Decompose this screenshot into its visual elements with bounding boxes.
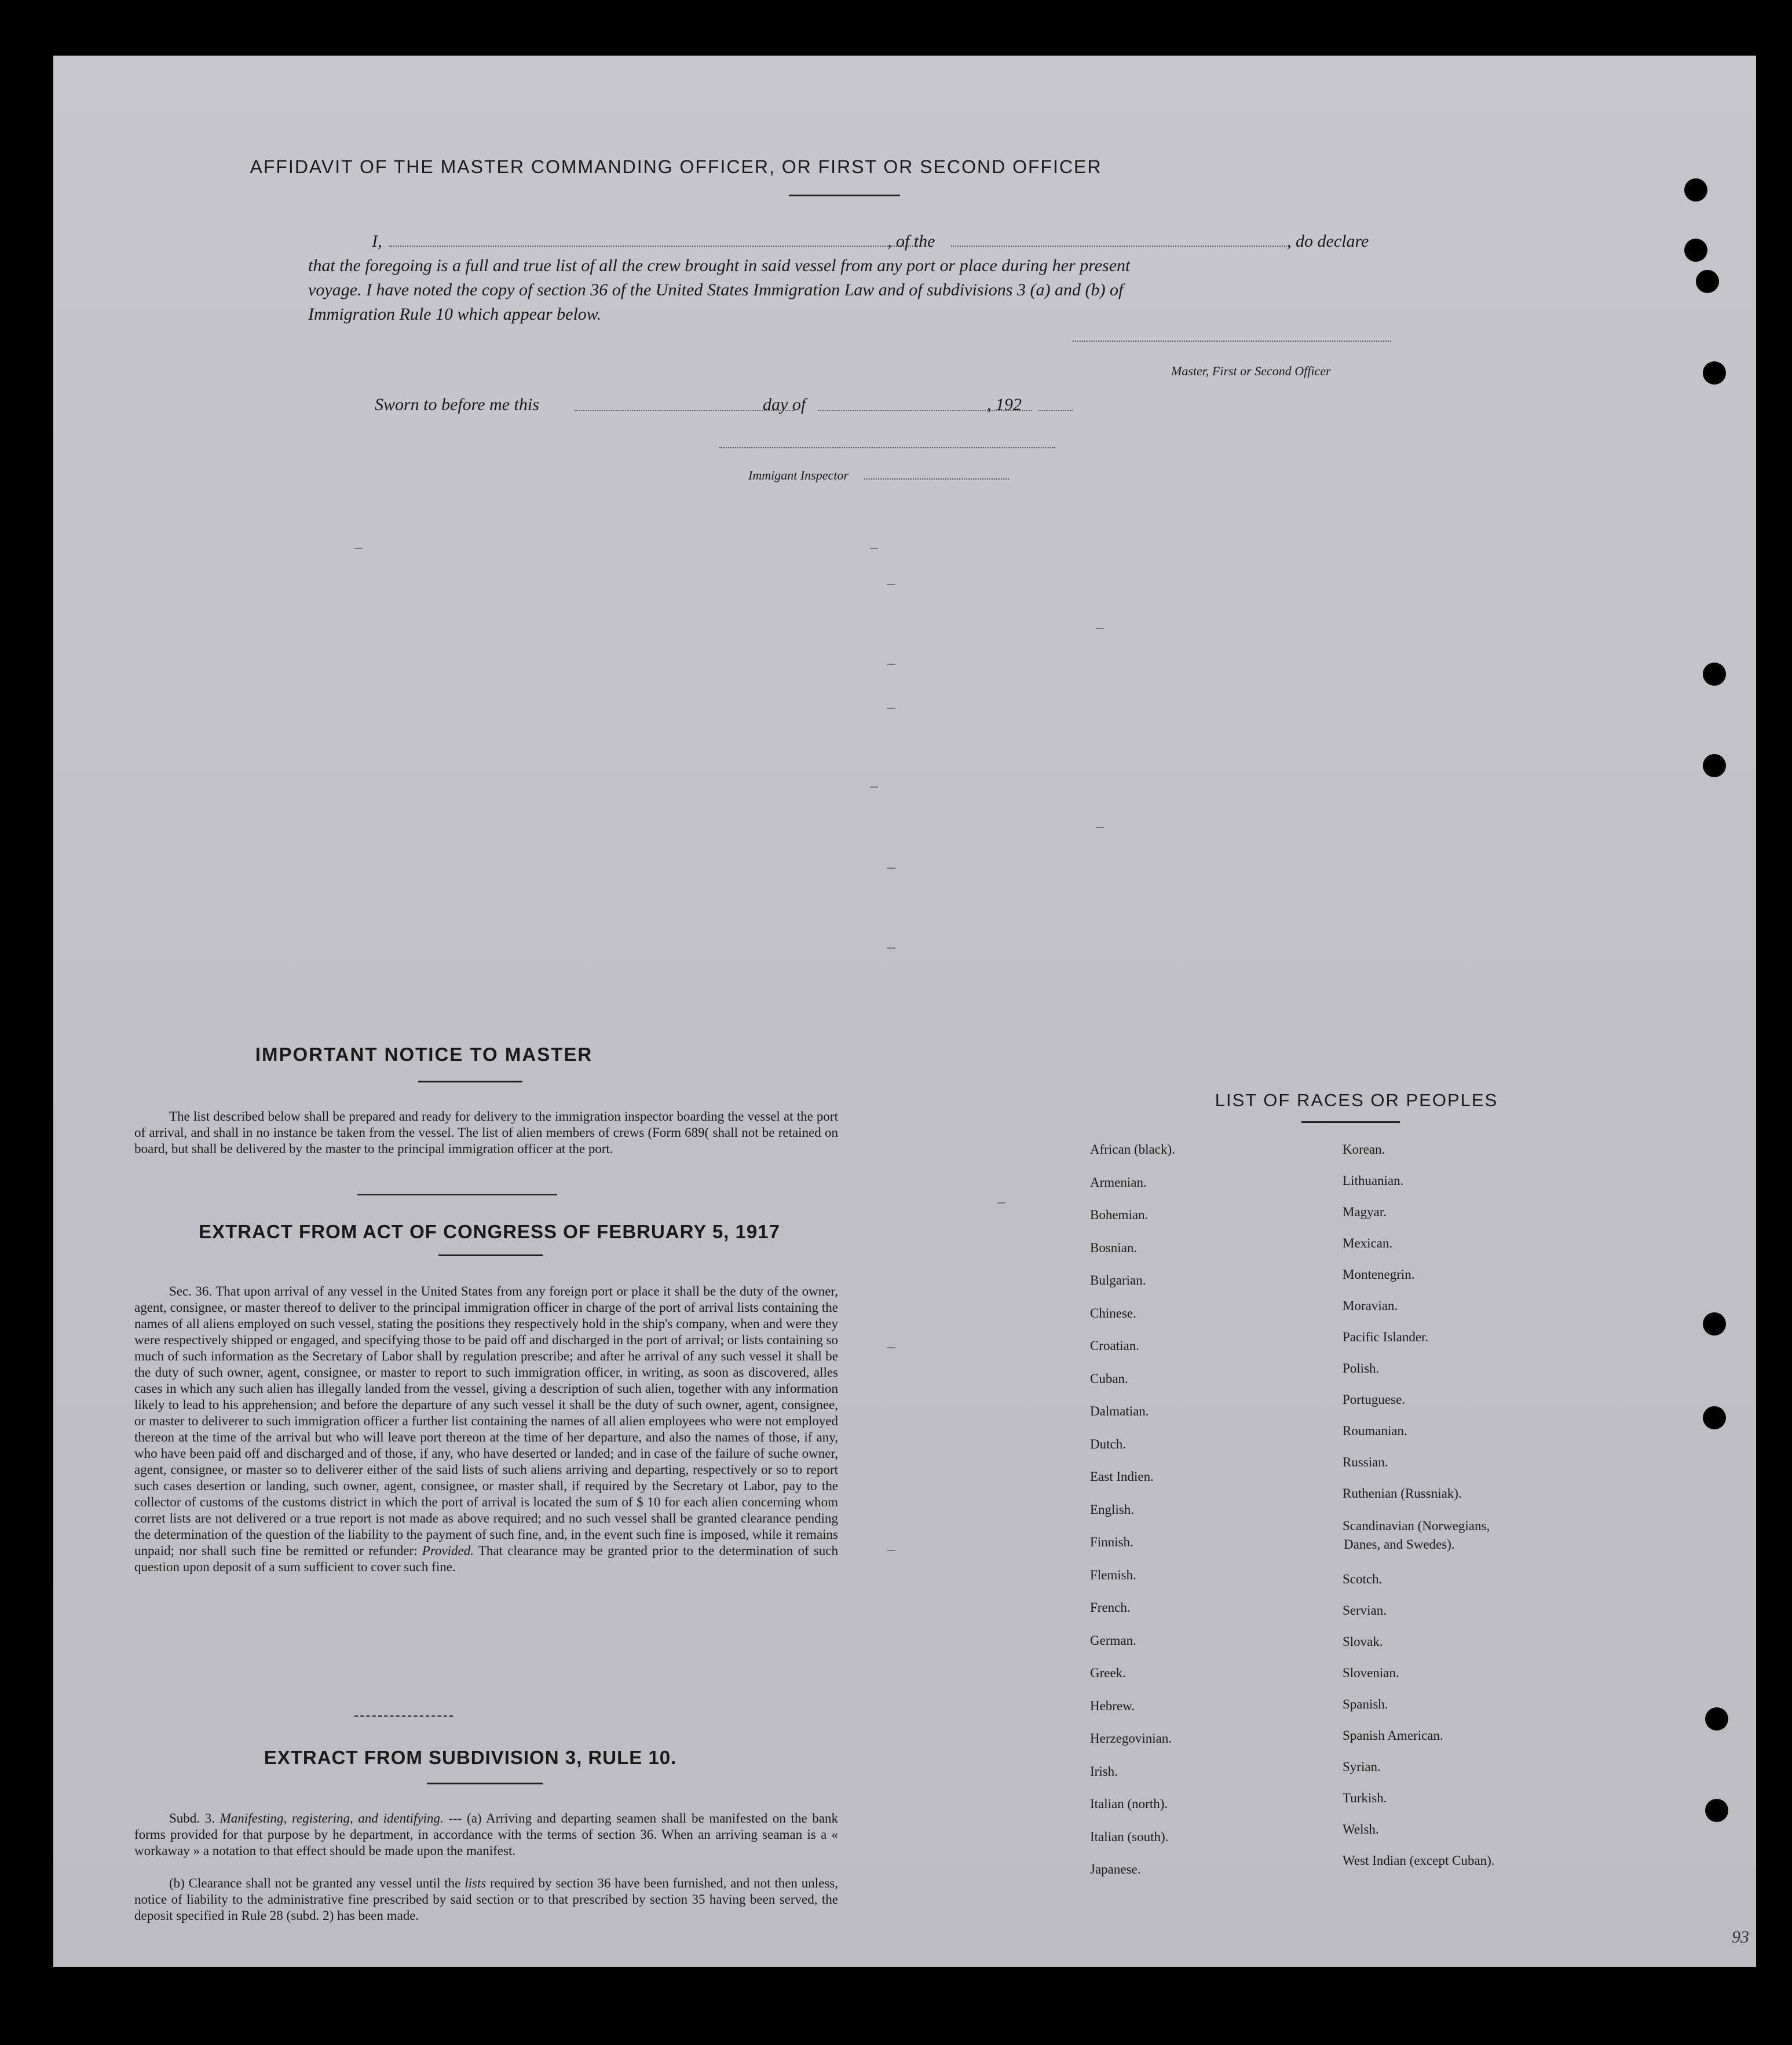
race-item: Syrian. <box>1343 1759 1381 1774</box>
race-item: Pacific Islander. <box>1343 1330 1429 1344</box>
races-title: LIST OF RACES OR PEOPLES <box>1215 1090 1498 1110</box>
dash-mark <box>887 947 895 949</box>
race-item: West Indian (except Cuban). <box>1343 1853 1495 1868</box>
master-signature-label: Master, First or Second Officer <box>1171 364 1331 378</box>
punch-hole <box>1705 1707 1728 1731</box>
race-item: Greek. <box>1090 1666 1126 1680</box>
punch-hole <box>1696 270 1719 293</box>
race-item: Danes, and Swedes). <box>1344 1537 1455 1552</box>
rule-para-b: (b) Clearance shall not be granted any vessel until the lists required by section 36 have been furnished, and not then unless, notice of liability to the administrative fine prescribed by said section or to that prescribed by section 35 having been served, the deposit specified in Rule 28 (subd. 2) has been made. <box>134 1876 838 1923</box>
notice-title: IMPORTANT NOTICE TO MASTER <box>255 1044 593 1065</box>
race-item: Irish. <box>1090 1764 1118 1779</box>
race-item: Turkish. <box>1343 1791 1387 1805</box>
race-item: Montenegrin. <box>1343 1267 1415 1282</box>
declaration-line: voyage. I have noted the copy of section 36 of the United States Immigration Law and of subdivisions 3 (a) and (b) of <box>308 280 1124 299</box>
inspector-signature-line[interactable] <box>719 447 1055 448</box>
notice-divider <box>357 1194 557 1195</box>
dash-mark <box>870 786 878 788</box>
section-label: Sec. 36. <box>169 1284 213 1298</box>
race-item: Croatian. <box>1090 1338 1139 1353</box>
race-item: Mexican. <box>1343 1236 1393 1250</box>
act-divider <box>354 1715 453 1717</box>
rule-title: EXTRACT FROM SUBDIVISION 3, RULE 10. <box>264 1747 677 1768</box>
race-item: Cuban. <box>1090 1371 1128 1386</box>
punch-hole <box>1684 178 1707 202</box>
declaration-line: Immigration Rule 10 which appear below. <box>308 305 602 324</box>
declarant-name-blank[interactable] <box>389 246 922 247</box>
dash-mark <box>1096 628 1104 629</box>
race-item: Korean. <box>1343 1142 1385 1157</box>
margin-note: 93 <box>1732 1927 1749 1947</box>
race-item: Scotch. <box>1343 1572 1383 1586</box>
manifest-page <box>53 56 1756 1967</box>
dash-mark <box>1096 827 1104 828</box>
sworn-day-blank[interactable] <box>575 410 795 411</box>
race-item: Slovenian. <box>1343 1666 1399 1680</box>
act-title: EXTRACT FROM ACT OF CONGRESS OF FEBRUARY 5, 1917 <box>199 1221 780 1242</box>
race-item: Bosnian. <box>1090 1240 1138 1255</box>
race-item: Bohemian. <box>1090 1208 1149 1222</box>
race-item: Spanish American. <box>1343 1728 1443 1743</box>
declarant-label: I, <box>372 232 382 251</box>
day-of-label: day of <box>763 395 806 414</box>
race-item: Italian (south). <box>1090 1829 1169 1844</box>
sworn-year-blank[interactable] <box>1038 410 1073 411</box>
rule-title-underline <box>427 1783 543 1784</box>
act-text: Sec. 36. That upon arrival of any vessel in the United States from any foreign port or place it shall be the duty of the owner, agent, consignee, or master thereof to deliver to the principal immigration officer in charge of the port of arrival lists containing the names of all aliens employed on such vessel, stating the positions they respectively hold in the ship's company, when and were they were respectively shipped or engaged, and specifying those to be paid off and discharged in the port of arrival; or lists containing so much of such information as the Secretary of Labor shall by regulation prescribe; and after he arrival of any such vessel it shall be the duty of such owner, agent, consignee, or master to report to such immigration officer, in writing, as soon as discovered, alles cases in which any such alien has illegally landed from the vessel, giving a description of such alien, together with any information likely to lead to his apprehension; and before the departure of any such vessel it shall be the duty of such owner, agent, consignee, or master to deliverer to such immigration officer a further list containing the names of all alien employees who were not employed thereon at the time of the arrival but who will leave port thereon at the time of her departure, and also the names of those, if any, who have been paid off and discharged and of those, if any, who have deserted or landed; and in case of the failure of suche owner, agent, consignee, or master so to deliverer either of the said lists of such aliens arriving and departing, respectively or so to report such cases desertion or landing, such owner, agent, consignee, or master shall, if required by the Secretary ot Labor, pay to the collector of customs of the customs district in which the port of arrival is located the sum of $ 10 for each alien concerning whom corret lists are not delivered or a true report is not made as above required; and no such vessel shall be granted clearance pending the determination of the question of the liability to the payment of such fine, and, in the event such fine is imposed, while it remains unpaid; nor shall such fine be remitted or refunder: Provided. That clearance may be granted prior to the determination of such question upon deposit of a sum sufficient to cover such fine. <box>134 1284 839 1574</box>
dash-mark <box>997 1202 1005 1203</box>
race-item: Servian. <box>1343 1603 1387 1618</box>
dash-mark <box>887 708 895 709</box>
race-item: Chinese. <box>1090 1305 1136 1320</box>
dash-mark <box>870 548 878 549</box>
race-item: Bulgarian. <box>1090 1273 1146 1287</box>
title-underline <box>789 195 900 196</box>
race-item: French. <box>1090 1600 1131 1615</box>
race-item: German. <box>1090 1633 1136 1648</box>
race-item: Portuguese. <box>1343 1392 1405 1407</box>
act-title-underline <box>438 1254 543 1256</box>
notice-title-underline <box>418 1081 522 1082</box>
punch-hole <box>1703 663 1726 686</box>
race-item: Dalmatian. <box>1090 1404 1149 1418</box>
race-item: Scandinavian (Norwegians, <box>1343 1519 1490 1533</box>
race-item: Moravian. <box>1343 1298 1398 1313</box>
inspector-name-blank[interactable] <box>864 478 1009 480</box>
race-item: Italian (north). <box>1090 1797 1168 1811</box>
year-label: , 192 <box>987 395 1022 414</box>
race-item: Hebrew. <box>1090 1698 1135 1713</box>
notice-text: The list described below shall be prepared and ready for delivery to the immigration inspector boarding the vessel at the port of arrival, and shall in no instance be taken from the vessel. The list of alien members of crews (Form 689( shall not be retained on board, but shall be delivered by the master to the principal immigration officer at the port. <box>134 1109 838 1156</box>
dash-mark <box>354 548 363 549</box>
race-item: Spanish. <box>1343 1697 1388 1711</box>
affidavit-title: AFFIDAVIT OF THE MASTER COMMANDING OFFICER, OR FIRST OR SECOND OFFICER <box>250 156 1102 177</box>
of-the-label: , of the <box>887 232 935 251</box>
race-item: English. <box>1090 1502 1135 1517</box>
punch-hole <box>1703 361 1726 385</box>
race-item: Magyar. <box>1343 1205 1387 1219</box>
race-item: Finnish. <box>1090 1535 1133 1549</box>
do-declare-label: , do declare <box>1287 232 1369 251</box>
dash-mark <box>887 584 895 585</box>
race-item: Armenian. <box>1090 1175 1147 1190</box>
race-item: Russian. <box>1343 1455 1388 1469</box>
rule-para-a: Subd. 3. Manifesting, registering, and identifying. --- (a) Arriving and departing seamen shall be manifested on the bank forms provided for that purpose by he department, in accordance with the terms of section 36. When an arriving seaman is a « workaway » a notation to that effect should be made upon the manifest. <box>134 1811 839 1858</box>
race-item: Ruthenian (Russniak). <box>1343 1486 1462 1501</box>
punch-hole <box>1703 754 1726 777</box>
race-item: Lithuanian. <box>1343 1173 1404 1188</box>
race-item: Dutch. <box>1090 1436 1126 1451</box>
race-item: Roumanian. <box>1343 1424 1407 1438</box>
punch-hole <box>1705 1799 1728 1822</box>
punch-hole <box>1684 239 1707 262</box>
races-title-underline <box>1301 1121 1400 1123</box>
declaration-line: that the foregoing is a full and true list of all the crew brought in said vessel from any port or place during her present <box>308 256 1131 275</box>
inspector-label: Immigant Inspector <box>748 468 849 482</box>
race-item: Welsh. <box>1343 1822 1379 1837</box>
master-signature-line[interactable] <box>1073 341 1391 342</box>
race-item: Japanese. <box>1090 1862 1141 1876</box>
race-item: African (black). <box>1090 1142 1175 1157</box>
dash-mark <box>887 1347 895 1348</box>
dash-mark <box>887 868 895 869</box>
sworn-label: Sworn to before me this <box>375 395 539 414</box>
race-item: East Indien. <box>1090 1469 1154 1484</box>
punch-hole <box>1703 1312 1726 1336</box>
race-item: Slovak. <box>1343 1634 1383 1649</box>
provided-label: Provided. <box>422 1543 474 1558</box>
dash-mark <box>887 1550 895 1551</box>
race-item: Flemish. <box>1090 1567 1136 1582</box>
race-item: Herzegovinian. <box>1090 1731 1172 1746</box>
dash-mark <box>887 664 895 665</box>
vessel-name-blank[interactable] <box>951 246 1287 247</box>
punch-hole <box>1703 1406 1726 1429</box>
race-item: Polish. <box>1343 1361 1380 1375</box>
